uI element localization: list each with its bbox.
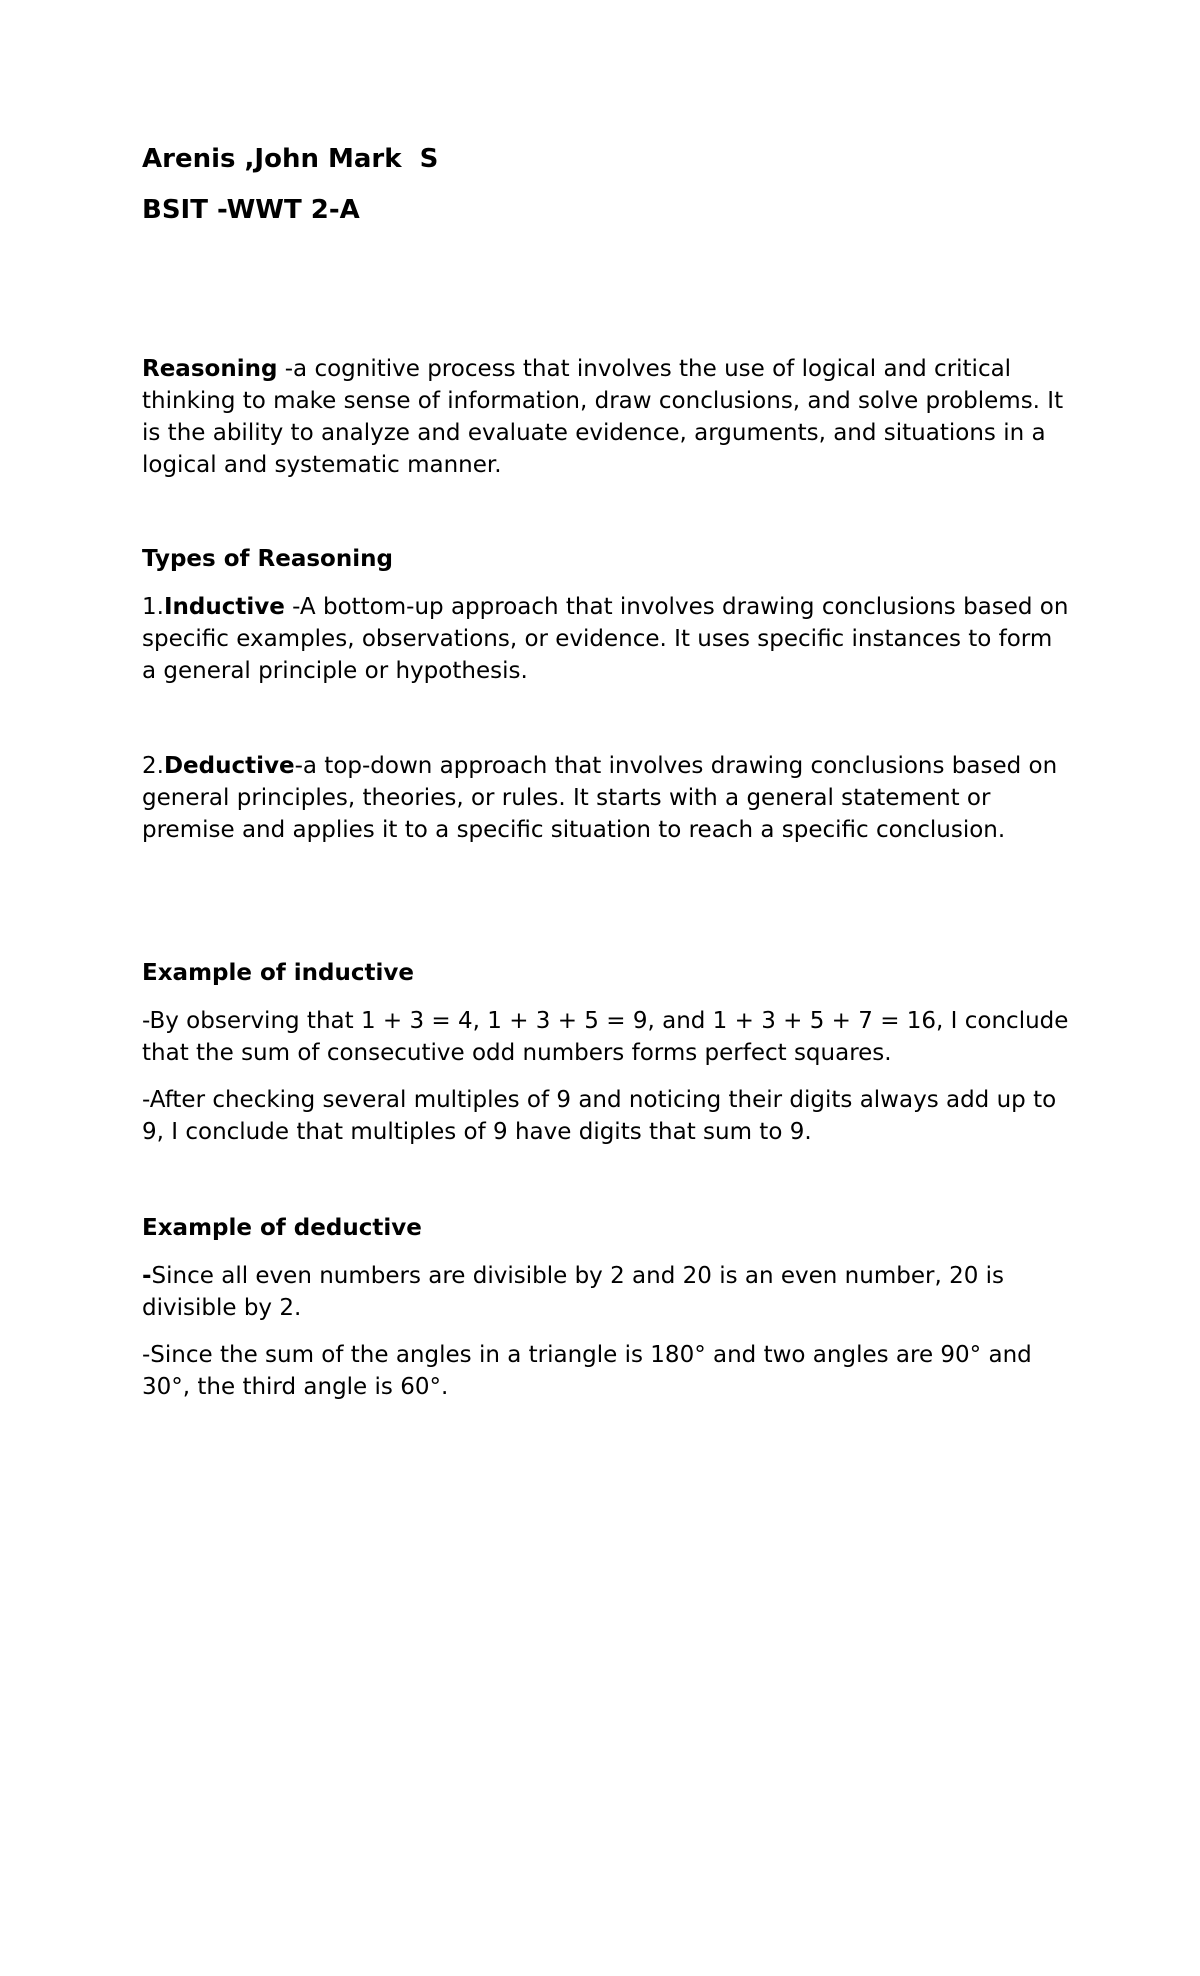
example-text: -Since the sum of the angles in a triangle is 180° and two angles are 90° and 30°, the third angle is 60°.	[142, 1342, 1032, 1400]
inductive-examples-heading: Example of inductive	[142, 960, 415, 986]
type-description: -A bottom-up approach that involves drawing conclusions based on specific examples, observations, or evidence. It uses specific instances to form a general principle or hypothesis.	[142, 594, 1069, 684]
deductive-example-item	[142, 1339, 1072, 1403]
deductive-examples-heading: Example of deductive	[142, 1215, 422, 1241]
reasoning-definition	[142, 353, 1072, 481]
example-text: Since all even numbers are divisible by 2 and 20 is an even number, 20 is divisible by 2.	[142, 1263, 1005, 1321]
type-term: Inductive	[163, 594, 285, 620]
type-term: Deductive	[163, 753, 295, 779]
type-number: 1.	[142, 594, 164, 620]
definition-text: -a cognitive process that involves the use of logical and critical thinking to make sense of information, draw conclusions, and solve problems. It is the ability to analyze and evaluate evidence, arguments, and situations in a logical and systematic manner.	[142, 356, 1064, 478]
type-description: -a top-down approach that involves drawing conclusions based on general principles, theories, or rules. It starts with a general statement or premise and applies it to a specific situation to reach a specific conclusion.	[142, 753, 1058, 843]
type-number: 2.	[142, 753, 164, 779]
student-section: BSIT -WWT 2-A	[142, 195, 360, 225]
example-dash: -	[142, 1263, 152, 1289]
definition-term: Reasoning	[142, 356, 278, 382]
student-name: Arenis ,John Mark S	[142, 144, 439, 174]
inductive-example-item: -After checking several multiples of 9 and noticing their digits always add up to 9, I conclude that multiples of 9 have digits that sum to 9.	[142, 1087, 1057, 1145]
type-item-inductive	[142, 591, 1072, 687]
type-item-deductive	[142, 750, 1072, 846]
types-heading: Types of Reasoning	[142, 546, 393, 572]
deductive-example-item	[142, 1260, 1072, 1324]
inductive-example-item: -By observing that 1 + 3 = 4, 1 + 3 + 5 = 9, and 1 + 3 + 5 + 7 = 16, I conclude that the sum of consecutive odd numbers forms perfect squares.	[142, 1008, 1069, 1066]
